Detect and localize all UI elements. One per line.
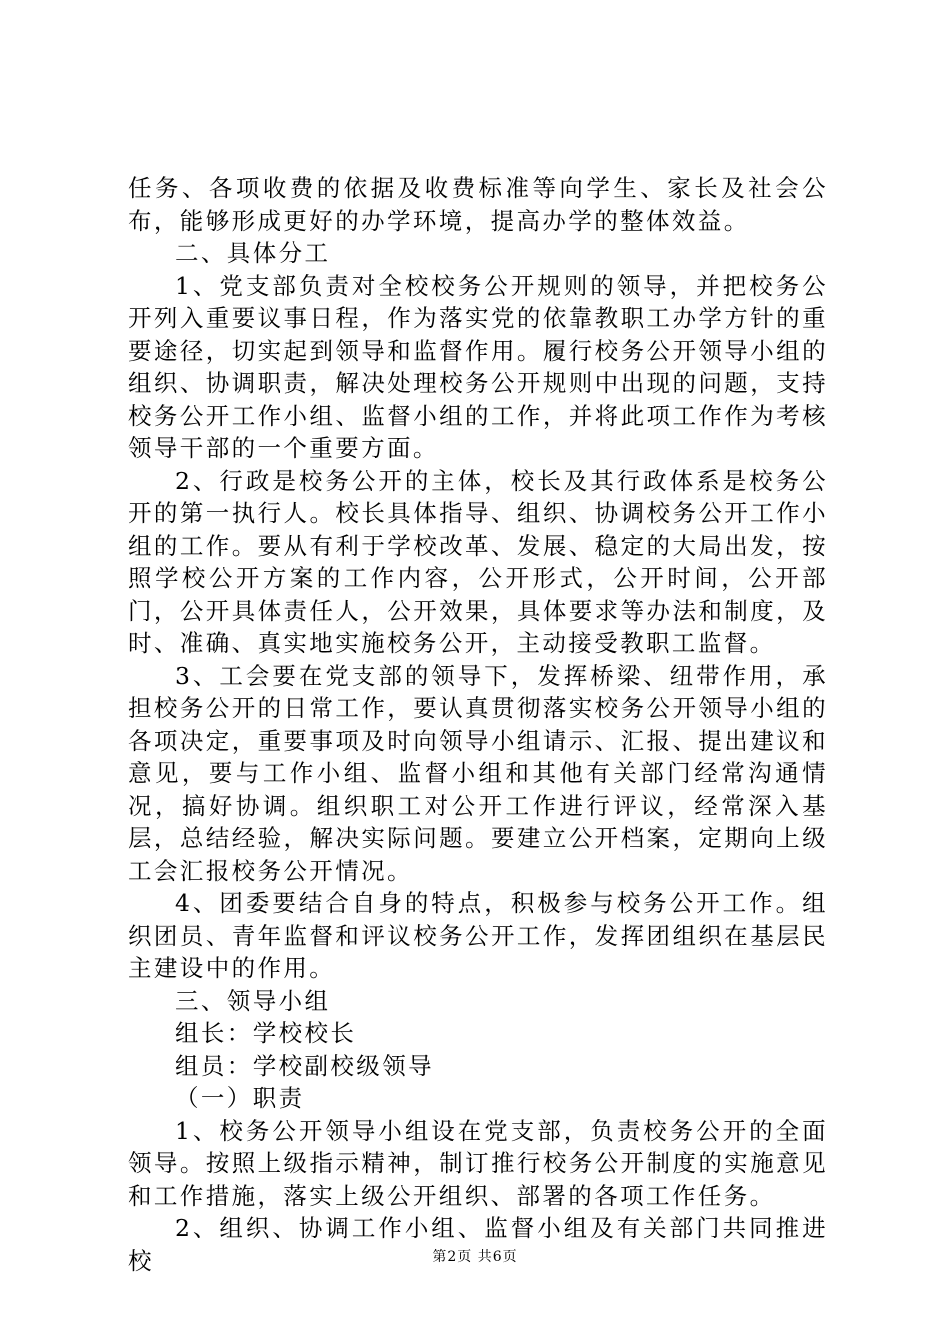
paragraph-4: 3、工会要在党支部的领导下，发挥桥梁、纽带作用，承担校务公开的日常工作，要认真贯彻落实校务公开领导小组的各项决定，重要事项及时向领导小组请示、汇报、提出建议和意见，要与工作小组、监督小组和其他有关部门经常沟通情况，搞好协调。组织职工对公开工作进行评议，经常深入基层，总结经验，解决实际问题。要建立公开档案，定期向上级工会汇报校务公开情况。 [128, 661, 828, 885]
subsection-heading: （一）职责 [175, 1084, 305, 1112]
paragraph-10: 1、校务公开领导小组设在党支部，负责校务公开的全面领导。按照上级指示精神，制订推行校务公开制度的实施意见和工作措施，落实上级公开组织、部署的各项工作任务。 [128, 1116, 828, 1210]
paragraph-5: 4、团委要结合自身的特点，积极参与校务公开工作。组织团员、青年监督和评议校务公开工作，发挥团组织在基层民主建设中的作用。 [128, 889, 828, 982]
page-number-footer: 第2页 共6页 [432, 1249, 518, 1265]
document-body [128, 172, 828, 1277]
members-line: 组员：学校副校级领导 [175, 1051, 434, 1080]
section-heading-2: 二、具体分工 [175, 239, 331, 267]
paragraph-2: 1、党支部负责对全校校务公开规则的领导，并把校务公开列入重要议事日程，作为落实党的依靠教职工办学方针的重要途径，切实起到领导和监督作用。履行校务公开领导小组的组织、协调职责，解决处理校务公开规则中出现的问题，支持校务公开工作小组、监督小组的工作，并将此项工作作为考核领导干部的一个重要方面。 [128, 271, 828, 462]
leader-line: 组长：学校校长 [175, 1019, 357, 1047]
paragraph-0: 任务、各项收费的依据及收费标准等向学生、家长及社会公布，能够形成更好的办学环境，提高办学的整体效益。 [128, 174, 828, 235]
paragraph-3: 2、行政是校务公开的主体，校长及其行政体系是校务公开的第一执行人。校长具体指导、组织、协调校务公开工作小组的工作。要从有利于学校改革、发展、稳定的大局出发，按照学校公开方案的工作内容，公开形式，公开时间，公开部门，公开具体责任人，公开效果，具体要求等办法和制度，及时、准确、真实地实施校务公开，主动接受教职工监督。 [128, 466, 828, 657]
paragraph-11: 2、组织、协调工作小组、监督小组及有关部门共同推进校 [128, 1214, 828, 1275]
section-heading-3: 三、领导小组 [175, 986, 331, 1015]
